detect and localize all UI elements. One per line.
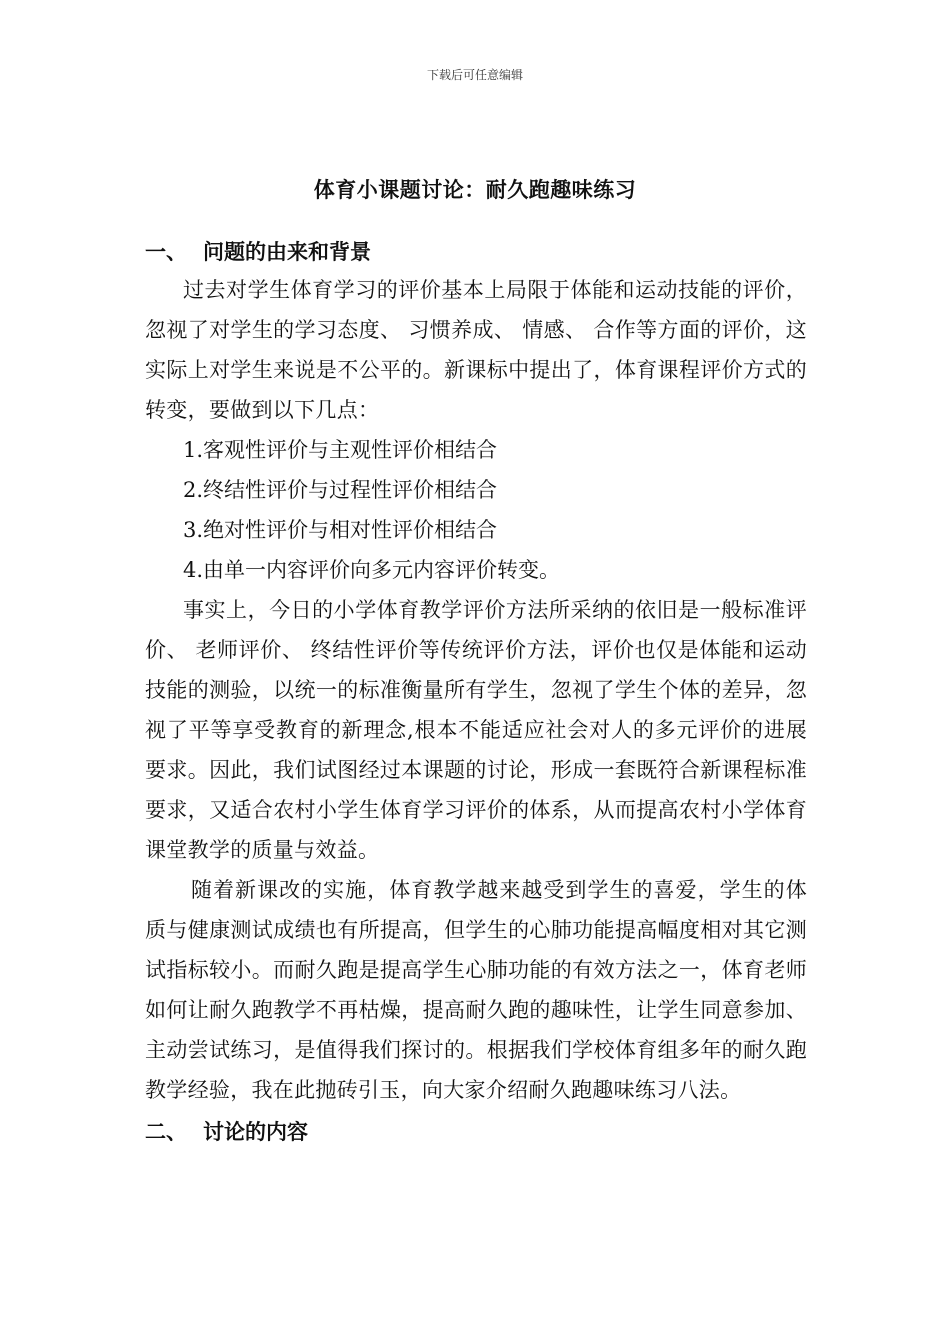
list-item: 1.客观性评价与主观性评价相结合: [183, 438, 498, 462]
section-title: 讨论的内容: [203, 1119, 308, 1144]
section-number: 一、: [145, 239, 187, 264]
page-header-note: 下载后可任意编辑: [426, 68, 523, 82]
list-item: 4.由单一内容评价向多元内容评价转变。: [183, 558, 561, 582]
list-item: 2.终结性评价与过程性评价相结合: [183, 478, 498, 502]
section-heading-background: [145, 234, 807, 270]
document-title: 体育小课题讨论：耐久跑趣味练习: [313, 177, 637, 202]
list-item: 3.绝对性评价与相对性评价相结合: [183, 518, 498, 542]
paragraph-current-situation: 事实上，今日的小学体育教学评价方法所采纳的依旧是一般标准评价、 老师评价、 终结性评价等传统评价方法，评价也仅是体能和运动技能的测验，以统一的标准衡量所有学生，忽视了学生个体的差异，忽视了平等享受教育的新理念,根本不能适应社会对人的多元评价的进展要求。因此，我们试图经过本课题的讨论，形成一套既符合新课程标准要求，又适合农村小学生体育学习评价的体系，从而提高农村小学体育课堂教学的质量与效益。: [145, 598, 807, 862]
paragraph-evaluation-intro: 过去对学生体育学习的评价基本上局限于体能和运动技能的评价，忽视了对学生的学习态度、 习惯养成、 情感、 合作等方面的评价，这实际上对学生来说是不公平的。新课标中提出了，体育课程评价方式的转变，要做到以下几点：: [145, 278, 807, 422]
section-heading-content: [145, 1114, 807, 1150]
document-body: [145, 234, 807, 1150]
section-number: 二、: [145, 1119, 187, 1144]
section-title: 问题的由来和背景: [203, 239, 371, 264]
paragraph-endurance-running: 随着新课改的实施，体育教学越来越受到学生的喜爱，学生的体质与健康测试成绩也有所提高，但学生的心肺功能提高幅度相对其它测试指标较小。而耐久跑是提高学生心肺功能的有效方法之一，体育老师如何让耐久跑教学不再枯燥，提高耐久跑的趣味性，让学生同意参加、 主动尝试练习，是值得我们探讨的。根据我们学校体育组多年的耐久跑教学经验，我在此抛砖引玉，向大家介绍耐久跑趣味练习八法。: [145, 878, 807, 1102]
